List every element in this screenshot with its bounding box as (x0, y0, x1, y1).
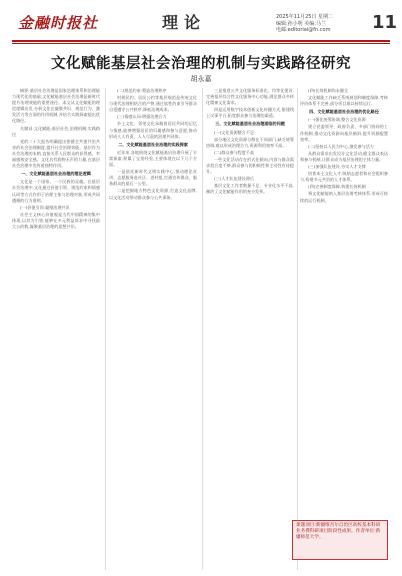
paragraph: 一是依托新时代文明实践中心,推动理论宣讲、志愿服务进社区、进村组,打通宣传群众、服务群众的最后一公里。 (109, 169, 197, 187)
paragraph: (一)文化资源整合不足 (214, 129, 255, 135)
paragraph: (二)群众参与程度不高 (214, 149, 255, 155)
section-heading: 四、文化赋能基层社会治理的优化路径 (309, 109, 379, 115)
paragraph: 村规民约、居民公约等基层规范是传统文化与现代治理相结合的产物,通过软性约束引导群众自觉遵守公共秩序,降低治理成本。 (109, 95, 197, 113)
column-2 (109, 88, 197, 570)
newspaper-logo: 金融时报社 (18, 14, 99, 32)
paragraph: 乡土文化、邻里文化承载着居民共同的记忆与情感,能够增强居民的归属感和参与意愿,推动形成人人有责、人人尽责的治理共同体。 (109, 121, 197, 139)
paragraph: 近年来,各地围绕文化赋能基层治理开展了丰富探索,积累了宝贵经验,主要体现在以下几个方面。 (109, 149, 197, 168)
paragraph: 关键词:文化赋能;基层社会;治理机制;实践路径 (12, 125, 100, 137)
paragraph: 一些文化活动存在形式化倾向,内容与群众需求契合度不够,群众参与的积极性和主动性有待提升。 (206, 156, 294, 175)
paragraph: (四)长效机制尚未健全 (308, 88, 349, 93)
masthead (0, 0, 402, 46)
column-3 (206, 88, 294, 570)
paragraph: (三)人才队伍建设滞后 (214, 176, 255, 182)
paragraph: (二)坚持以人民为中心,激发参与活力 (308, 143, 374, 149)
date-line: 2025年11月25日 星期二 (276, 14, 334, 20)
issue-meta (276, 14, 333, 34)
paragraph: 建立党委领导、政府负责、多部门协同的工作机制,推动文化资源向基层倾斜,提升资源配置效率。 (300, 124, 388, 142)
column-4 (300, 88, 388, 513)
paragraph: (四)完善制度保障,构建长效机制 (308, 184, 366, 190)
paragraph: 文化赋能工作缺乏系统规划和制度保障,考核评价体系不完善,部分项目难以持续运行。 (300, 95, 388, 107)
paragraph: 文化是一个国家、一个民族的灵魂。在基层社会治理中,文化通过价值引领、规范约束和情感认同等方式作用于治理主体与治理对象,形成共同遵循的行为准则。 (12, 179, 100, 203)
header-rule (12, 40, 390, 42)
paragraph: 从群众需求出发设计文化活动,健全群众表达和参与机制,让群众成为基层治理的主体力量。 (300, 150, 388, 162)
editor-line: 编辑:孙小明 美编:马兰 (276, 20, 326, 27)
section-heading: 三、文化赋能基层社会治理面临的问题 (215, 121, 285, 127)
paragraph: (一)强化统筹协调,整合文化资源 (308, 117, 366, 123)
funding-footnote: 课题项目:新疆维吾尔自治区高校基本科研业务费科研项目阶段性成果。作者单位:新疆师范大学。 (292, 520, 388, 560)
column-divider (202, 88, 203, 570)
paragraph: (三)情感认同:增强治理合力 (117, 114, 167, 120)
paragraph: 三是推进公共文化服务标准化、均等化建设,完善基层综合性文化服务中心功能,满足群众多样化精神文化需求。 (206, 88, 294, 106)
paragraph: 部分地区文化资源分散在不同部门,缺乏统筹协调,难以形成治理合力,资源利用效率不高。 (206, 136, 294, 148)
column-divider (297, 88, 298, 570)
page-number: 11 (372, 12, 398, 33)
column-1 (12, 88, 100, 570)
paragraph: 摘要:基层社会治理是国家治理体系和治理能力现代化的基础,文化赋能基层社会治理是新时代提升治理效能的重要途径。本文从文化赋能的理论逻辑出发,分析文化在凝聚共识、规范行为、激发活力等方面的作用机制,并结合实践探索提出优化路径。 (12, 88, 100, 124)
article-title: 文化赋能基层社会治理的机制与实践路径研究 (51, 55, 351, 72)
column-divider (105, 88, 106, 570)
email-line: 电邮:editorial@fn.com (276, 27, 331, 33)
paragraph: 基层文化工作者数量不足、专业化水平不高,制约了文化赋能作用的充分发挥。 (206, 183, 294, 195)
section-title: 理论 (162, 13, 207, 32)
section-heading: 二、文化赋能基层社会治理的实践探索 (118, 141, 188, 147)
paragraph: 二是挖掘地方特色文化资源,打造文化品牌,以文化活动带动群众参与公共事务。 (109, 188, 197, 200)
section-heading: 一、文化赋能基层社会治理的理论逻辑 (21, 171, 91, 177)
paragraph: 培育本土文化人才,吸纳志愿者和社会组织参与,构建多元共治的人才体系。 (300, 171, 388, 183)
header-rule-thin (12, 43, 390, 44)
paragraph: 将文化赋能纳入基层治理考核体系,形成可持续的运行机制。 (300, 191, 388, 203)
paragraph: 社会主义核心价值观是当代中国精神的集中体现,以其为引领,能够在多元利益诉求中寻找最大公约数,凝聚基层治理的思想共识。 (12, 211, 100, 229)
paragraph: 四是运用数字技术创新文化传播方式,搭建线上议事平台,拓宽群众参与治理的渠道。 (206, 107, 294, 119)
paragraph: (二)规范约束:塑造治理秩序 (117, 88, 167, 93)
paragraph: (一)价值引领:凝聚治理共识 (20, 204, 70, 210)
paragraph: (三)加强队伍建设,夯实人才支撑 (308, 164, 366, 170)
paragraph: 党的二十大报告明确提出要健全共建共治共享的社会治理制度,提升社会治理效能。基层作为社会治理的末梢,直接关系人民群众的获得感、幸福感和安全感。文化具有润物无声的力量,在基层社会治理中发挥着独特作用。 (12, 138, 100, 169)
article-author: 胡永嘉 (190, 75, 212, 83)
